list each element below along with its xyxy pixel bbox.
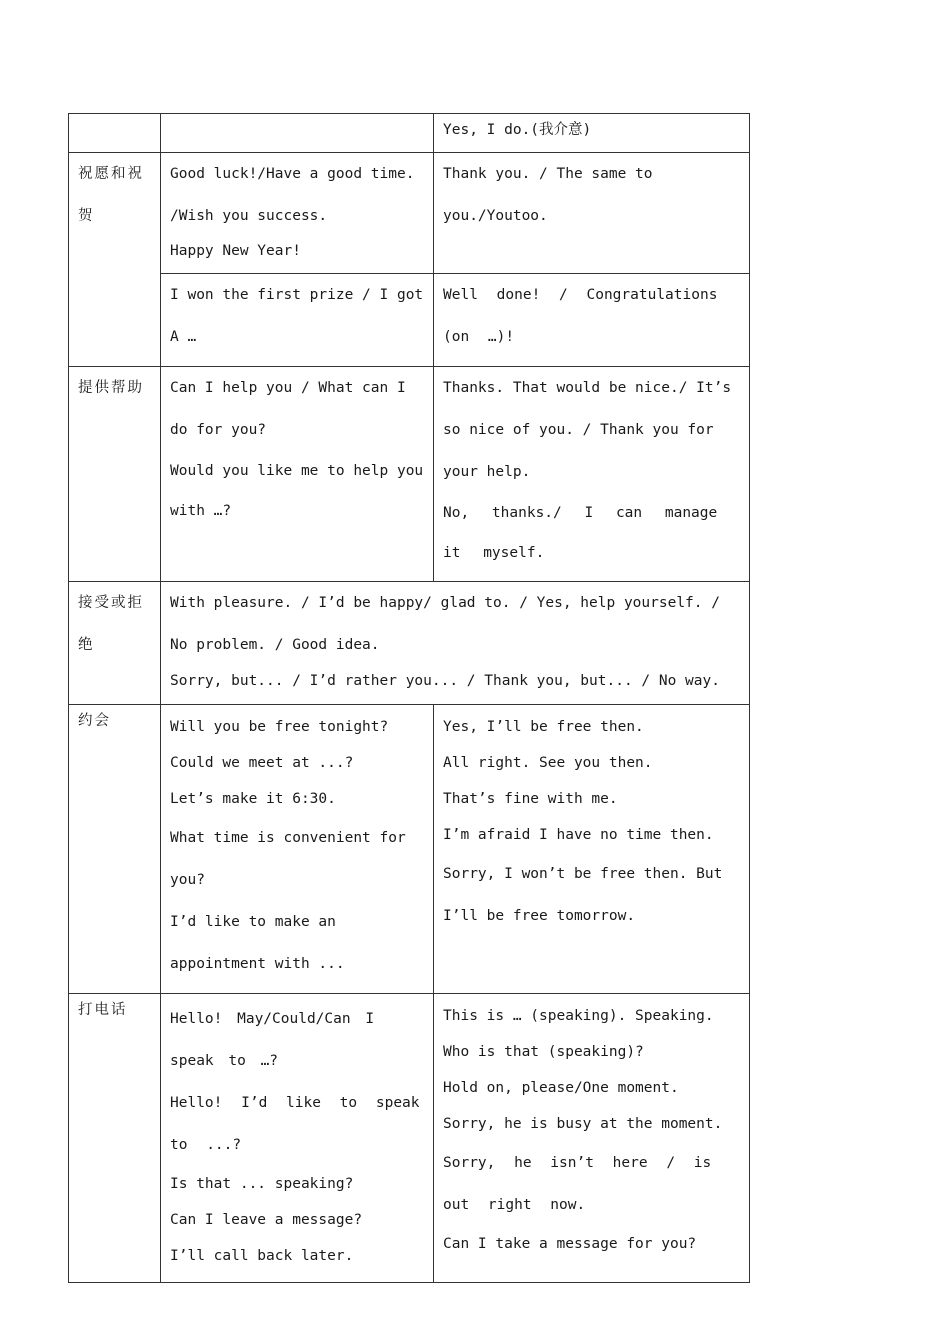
response-line: Thanks. That would be nice./ It’s so nice of you. / Thank you for your help. (443, 380, 732, 480)
category-cell: 约会 (69, 705, 161, 994)
expression-line: Can I leave a message? (170, 1212, 363, 1228)
response-line: Who is that (speaking)? (443, 1044, 644, 1060)
expression-line: I’ll call back later. (170, 1248, 354, 1264)
response-line: Hold on, please/One moment. (443, 1080, 679, 1096)
response-line: Yes, I do.(我介意) (443, 122, 592, 138)
response-line: Sorry, I won’t be free then. But I’ll be free tomorrow. (443, 866, 723, 924)
response-cell (434, 367, 750, 582)
table-row (69, 582, 750, 705)
response-line: Sorry, he isn’t here / is out right now. (443, 1155, 712, 1213)
table-row (69, 114, 750, 153)
expression-line: What time is convenient for you? (170, 830, 406, 888)
response-cell (434, 705, 750, 994)
expression-line: Hello! I’d like to speak to ...? (170, 1095, 420, 1153)
expression-line: Hello! May/Could/Can I speak to …? (170, 1011, 375, 1069)
category-cell: 接受或拒绝 (69, 582, 161, 705)
table-row (69, 153, 750, 274)
expression-line: Can I help you / What can I do for you? (170, 380, 406, 438)
expression-line: Let’s make it 6:30. (170, 791, 336, 807)
category-cell: 打电话 (69, 994, 161, 1283)
merged-line: Sorry, but... / I’d rather you... / Thank you, but... / No way. (170, 673, 720, 689)
expression-line: Good luck!/Have a good time. /Wish you success. (170, 166, 415, 224)
expression-cell (161, 274, 434, 367)
response-cell (434, 114, 750, 153)
response-line: I’m afraid I have no time then. (443, 827, 714, 843)
expression-cell (161, 367, 434, 582)
expression-line: Is that ... speaking? (170, 1176, 354, 1192)
response-line: No, thanks./ I can manage it myself. (443, 505, 718, 561)
response-cell (434, 153, 750, 274)
category-cell: 祝愿和祝贺 (69, 153, 161, 367)
expression-line: Will you be free tonight? (170, 719, 389, 735)
response-line: Well done! / Congratulations (on …)! (443, 287, 718, 345)
table-row (69, 367, 750, 582)
table-row (69, 994, 750, 1283)
table-row (69, 274, 750, 367)
merged-cell (161, 582, 750, 705)
table-row (69, 705, 750, 994)
expression-cell (161, 994, 434, 1283)
expression-line: Would you like me to help you with …? (170, 463, 424, 519)
merged-line: With pleasure. / I’d be happy/ glad to. / Yes, help yourself. / No problem. / Good idea. (170, 595, 720, 653)
expression-cell (161, 153, 434, 274)
response-line: This is … (speaking). Speaking. (443, 1008, 714, 1024)
response-line: Yes, I’ll be free then. (443, 719, 644, 735)
expression-line: I won the first prize / I got A … (170, 287, 424, 345)
expression-line: Could we meet at ...? (170, 755, 354, 771)
expression-cell (161, 114, 434, 153)
expression-line: I’d like to make an appointment with ... (170, 914, 345, 972)
response-cell (434, 274, 750, 367)
category-cell (69, 114, 161, 153)
category-cell: 提供帮助 (69, 367, 161, 582)
expression-line: Happy New Year! (170, 243, 301, 259)
response-line: Thank you. / The same to you./Youtoo. (443, 166, 653, 224)
response-line: All right. See you then. (443, 755, 653, 771)
response-line: That’s fine with me. (443, 791, 618, 807)
response-cell (434, 994, 750, 1283)
phrases-table (68, 113, 750, 1283)
response-line: Can I take a message for you? (443, 1236, 697, 1252)
response-line: Sorry, he is busy at the moment. (443, 1116, 723, 1132)
expression-cell (161, 705, 434, 994)
